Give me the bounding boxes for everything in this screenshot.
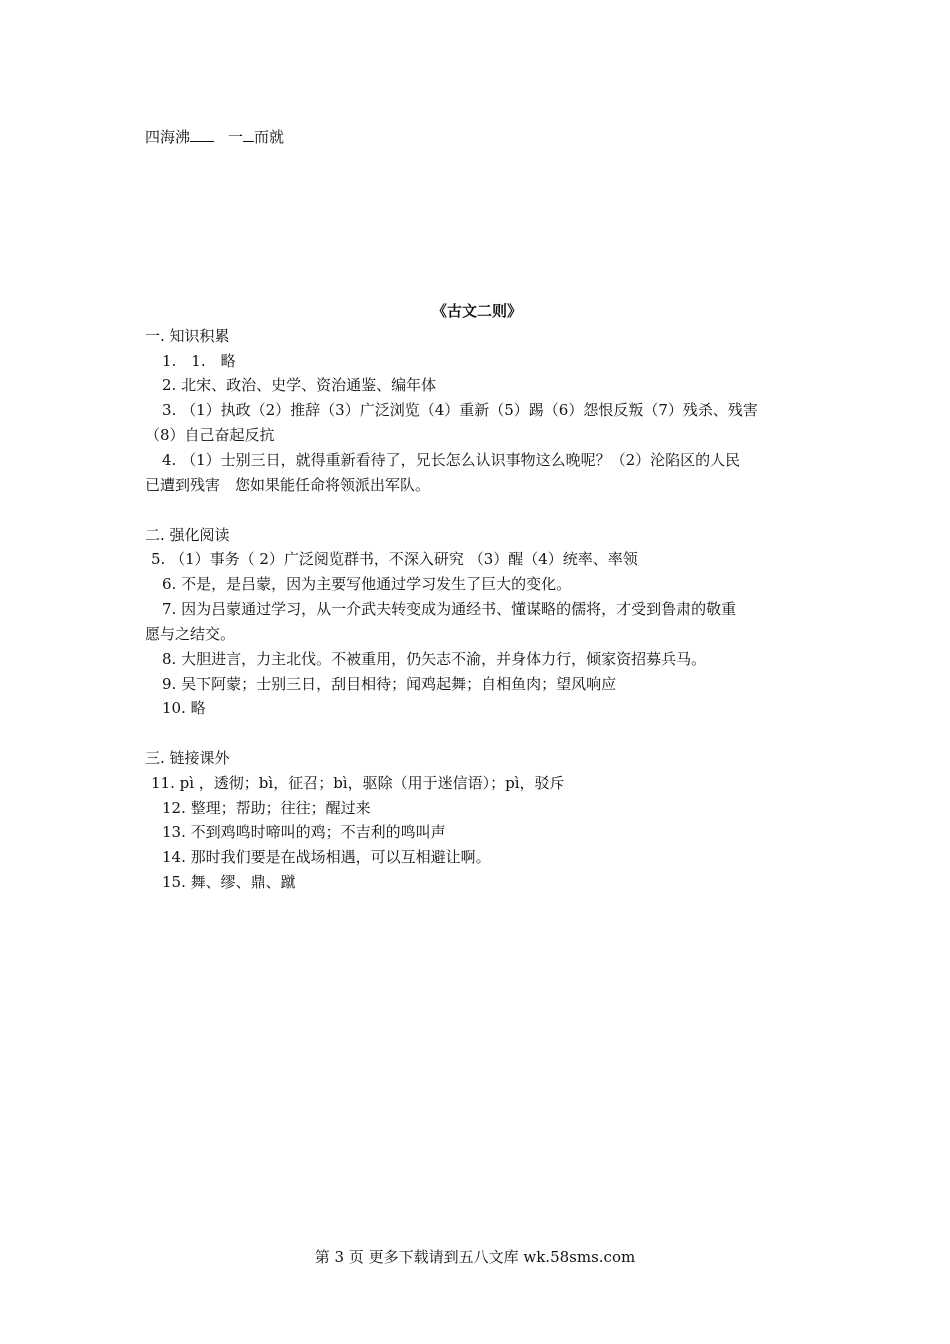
answer-2: 2. 北宋、政治、史学、资治通鉴、编年体 [162, 376, 437, 394]
answer-13: 13. 不到鸡鸣时啼叫的鸡；不吉利的鸣叫声 [162, 823, 446, 841]
answer-3-line2: （8）自己奋起反抗 [145, 426, 275, 444]
answer-7-line1: 7. 因为吕蒙通过学习，从一介武夫转变成为通经书、懂谋略的儒将，才受到鲁肃的敬重 [162, 600, 737, 618]
answer-4-line2: 已遭到残害 您如果能任命将领派出军队。 [145, 476, 431, 494]
answer-12: 12. 整理；帮助；往往；醒过来 [162, 799, 371, 817]
answer-9: 9. 吴下阿蒙；士别三日，刮目相待；闻鸡起舞；自相鱼肉；望风响应 [162, 675, 617, 693]
section1-heading: 一. 知识积累 [145, 327, 230, 345]
answer-10: 10. 略 [162, 699, 206, 717]
answer-4-line1: 4. （1）士别三日，就得重新看待了，兄长怎么认识事物这么晚呢？（2）沦陷区的人民 [162, 451, 741, 469]
top-fragment [145, 127, 284, 147]
fragment-prefix: 四海沸 [145, 128, 191, 146]
blank-1 [190, 127, 214, 142]
document-title: 《古文二则》 [432, 302, 523, 320]
answer-14: 14. 那时我们要是在战场相遇，可以互相避让啊。 [162, 848, 491, 866]
answer-15: 15. 舞、缪、鼎、蹴 [162, 873, 296, 891]
blank-2 [243, 127, 254, 142]
answer-5: 5. （1）事务（ 2）广泛阅览群书，不深入研究 （3）醒（4）统率、率领 [151, 550, 638, 568]
answer-1: 1. 1. 略 [162, 352, 236, 370]
answer-7-line2: 愿与之结交。 [145, 625, 236, 643]
fragment-suffix: 而就 [254, 128, 285, 146]
section2-heading: 二. 强化阅读 [145, 526, 230, 544]
page-footer: 第 3 页 更多下载请到五八文库 wk.58sms.com [314, 1248, 636, 1266]
section3-heading: 三. 链接课外 [145, 749, 230, 767]
fragment-middle: 一 [228, 128, 244, 146]
answer-8: 8. 大胆进言，力主北伐。不被重用，仍矢志不渝，并身体力行，倾家资招募兵马。 [162, 650, 707, 668]
answer-11: 11. pì ，透彻；bì，征召；bì，驱除（用于迷信语）；pì，驳斥 [151, 774, 565, 792]
answer-6: 6. 不是，是吕蒙，因为主要写他通过学习发生了巨大的变化。 [162, 575, 572, 593]
answer-3-line1: 3. （1）执政（2）推辞（3）广泛浏览（4）重新（5）踢（6）怨恨反叛（7）残杀、残害 [162, 401, 758, 419]
